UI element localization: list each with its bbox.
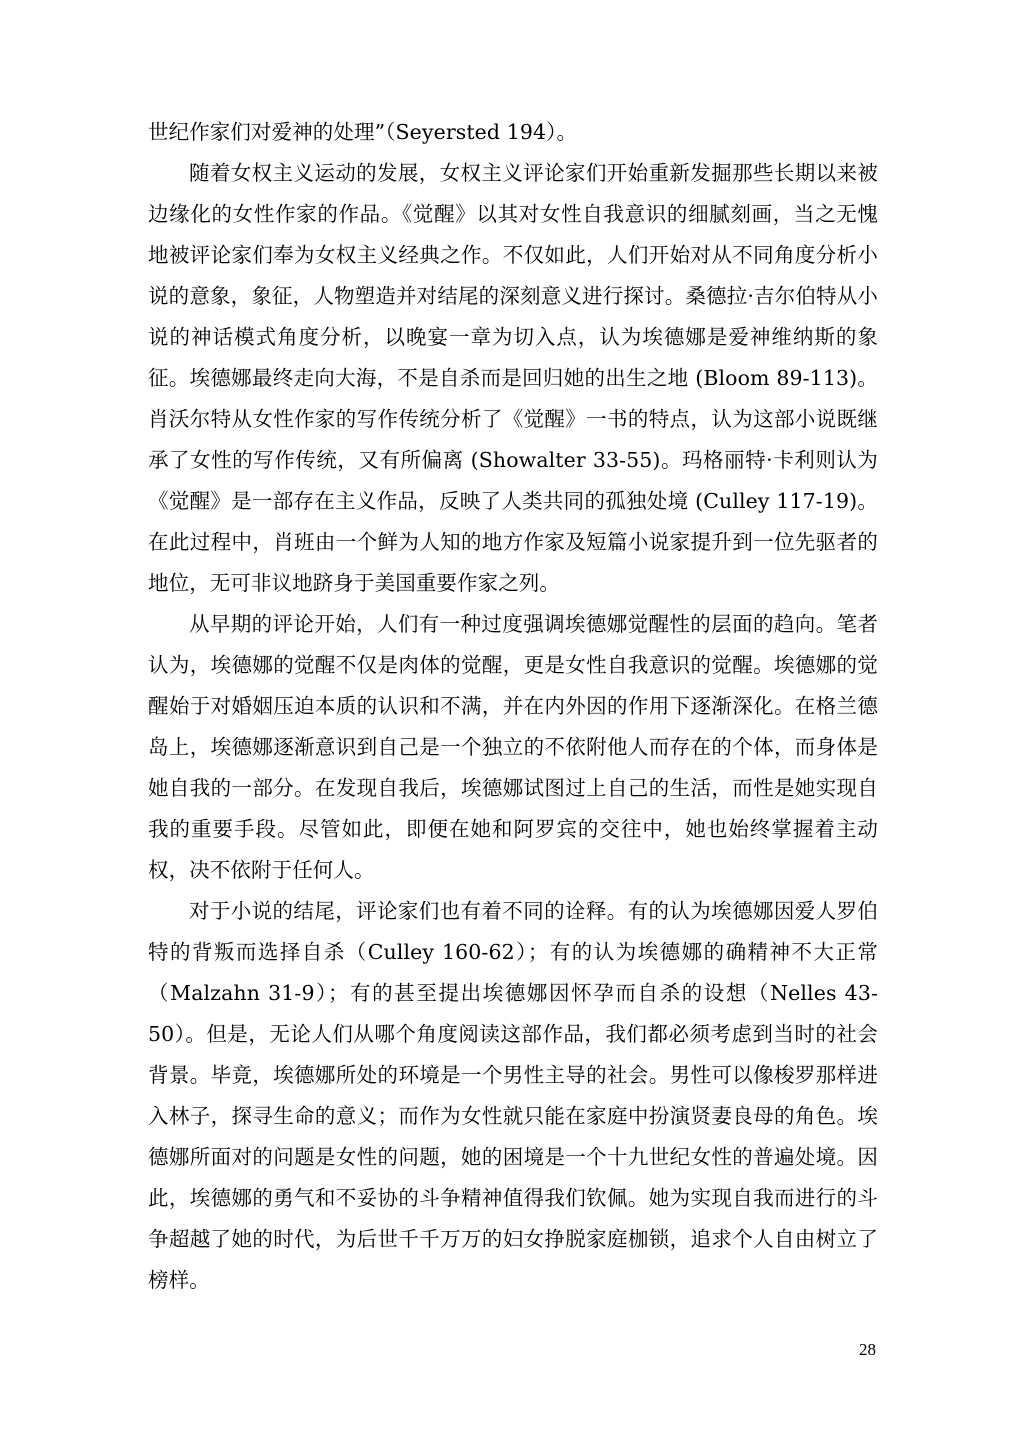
paragraph-continued: 世纪作家们对爱神的处理”（Seyersted 194）。 [148, 120, 578, 144]
paragraph-awakening-analysis: 从早期的评论开始，人们有一种过度强调埃德娜觉醒性的层面的趋向。笔者认为，埃德娜的觉醒不仅是肉体的觉醒，更是女性自我意识的觉醒。埃德娜的觉醒始于对婚姻压迫本质的认识和不满，并在内外因的作用下逐渐深化。在格兰德岛上，埃德娜逐渐意识到自己是一个独立的不依附他人而存在的个体，而身体是她自我的一部分。在发现自我后，埃德娜试图过上自己的生活，而性是她实现自我的重要手段。尽管如此，即便在她和阿罗宾的交往中，她也始终掌握着主动权，决不依附于任何人。 [148, 612, 878, 882]
page-number: 28 [859, 1340, 876, 1359]
page-body [148, 112, 878, 1301]
paragraph-ending-interpretation: 对于小说的结尾，评论家们也有着不同的诠释。有的认为埃德娜因爱人罗伯特的背叛而选择自杀（Culley 160-62）；有的认为埃德娜的确精神不大正常（Malzahn 31-9）；有的甚至提出埃德娜因怀孕而自杀的设想（Nelles 43-50）。但是，无论人们从哪个角度阅读这部作品，我们都必须考虑到当时的社会背景。毕竟，埃德娜所处的环境是一个男性主导的社会。男性可以像梭罗那样进入林子，探寻生命的意义；而作为女性就只能在家庭中扮演贤妻良母的角色。埃德娜所面对的问题是女性的问题，她的困境是一个十九世纪女性的普遍处境。因此，埃德娜的勇气和不妥协的斗争精神值得我们钦佩。她为实现自我而进行的斗争超越了她的时代，为后世千千万万的妇女挣脱家庭枷锁，追求个人自由树立了榜样。 [148, 899, 878, 1292]
paragraph-feminist-movement: 随着女权主义运动的发展，女权主义评论家们开始重新发掘那些长期以来被边缘化的女性作家的作品。《觉醒》以其对女性自我意识的细腻刻画，当之无愧地被评论家们奉为女权主义经典之作。不仅如此，人们开始对从不同角度分析小说的意象，象征，人物塑造并对结尾的深刻意义进行探讨。桑德拉·吉尔伯特从小说的神话模式角度分析，以晚宴一章为切入点，认为埃德娜是爱神维纳斯的象征。埃德娜最终走向大海，不是自杀而是回归她的出生之地 (Bloom 89-113)。肖沃尔特从女性作家的写作传统分析了《觉醒》一书的特点，认为这部小说既继承了女性的写作传统，又有所偏离 (Showalter 33-55)。玛格丽特·卡利则认为《觉醒》是一部存在主义作品，反映了人类共同的孤独处境 (Culley 117-19)。在此过程中，肖班由一个鲜为人知的地方作家及短篇小说家提升到一位先驱者的地位，无可非议地跻身于美国重要作家之列。 [148, 161, 878, 595]
